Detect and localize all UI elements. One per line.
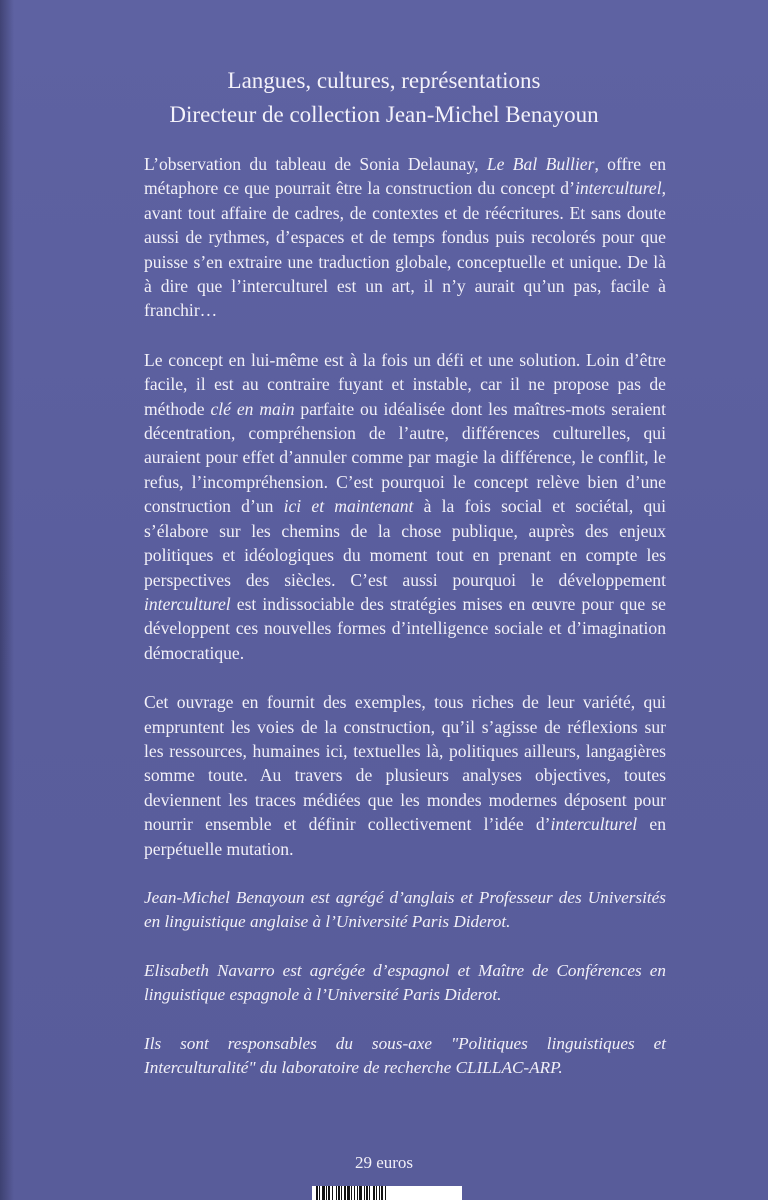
price: 29 euros [354, 1153, 414, 1172]
p2-term-interculturel: interculturel [144, 593, 231, 614]
barcode-bar [332, 1186, 333, 1200]
spine-shadow [0, 0, 14, 1200]
barcode-bar [385, 1186, 386, 1200]
barcode-bar [379, 1186, 380, 1200]
p2-text-e: à la fois social et sociétal, qui s’élabore sur les chemins de la chose publique, auprès des enjeux politiques et idéologiques du moment tout en prenant en compte les perspectives des siècles. C’est aussi pourquoi le développement [144, 496, 666, 590]
barcode-bar [381, 1186, 383, 1200]
p2-term-ici-maintenant: ici et maintenant [283, 496, 414, 517]
barcode-bar [376, 1186, 377, 1200]
p3-text-c: en perpétuelle mutation. [144, 814, 667, 859]
barcode-bar [364, 1186, 365, 1200]
bio-benayoun: Jean-Michel Benayoun est agrégé d’anglais et Professeur des Universités en linguistique anglaise à l’Université Paris Diderot. [144, 887, 666, 932]
author-bios [144, 886, 666, 1080]
barcode-bar [359, 1186, 362, 1200]
p2-text-g: est indissociable des stratégies mises en œuvre pour que se développent ces nouvelles formes d’intelligence sociale et d’imagination démocratique. [144, 593, 666, 663]
barcode-bar [341, 1186, 342, 1200]
barcode-bar [354, 1186, 355, 1200]
barcode-bar [319, 1186, 320, 1200]
p3-term-interculturel: interculturel [550, 814, 638, 835]
p1-text-a: L’observation du tableau de Sonia Delaunay, [144, 154, 487, 174]
barcode [312, 1186, 462, 1200]
p3-text-a: Cet ouvrage en fournit des exemples, tous riches de leur variété, qui empruntent les voies de la construction, qu’il s’agisse de réflexions sur les ressources, humaines ici, textuelles là, politiques ailleurs, langagières somme toute. Au travers de plusieurs analyses objectives, toutes deviennent les traces médiées que les mondes modernes déposent pour nourrir ensemble et définir collectivement l’idée d’ [144, 692, 666, 835]
p1-text-c: , offre en métaphore ce que pourrait être la construction du concept d’ [144, 154, 666, 199]
barcode-bar [357, 1186, 358, 1200]
collection-title: Langues, cultures, représentations [227, 68, 541, 93]
blurb [144, 152, 666, 1104]
paragraph-1 [144, 152, 666, 323]
p1-term-interculturel: interculturel [574, 178, 662, 199]
paragraph-3 [144, 690, 666, 861]
barcode-bar [344, 1186, 346, 1200]
collection-header [0, 64, 768, 132]
barcode-bar [351, 1186, 352, 1200]
p2-text-c: parfaite ou idéalisée dont les maîtres-mots seraient décentration, compréhension de l’autre, différences culturelles, qui auraient pour effet d’annuler comme par magie la différence, le conflit, le refus, l’incompréhension. C’est pourquoi le concept relève bien d’une construction d’un [144, 398, 666, 517]
barcode-bar [369, 1186, 370, 1200]
barcode-bar [373, 1186, 375, 1200]
barcode-bar [328, 1186, 330, 1200]
p2-term-cle-en-main: clé en main [210, 398, 295, 419]
barcode-bar [326, 1186, 327, 1200]
p1-painting-title: Le Bal Bullier [486, 154, 595, 174]
p1-text-e: , avant tout affaire de cadres, de contextes et de réécritures. Et sans doute aussi de rythmes, d’espaces et de temps fondus puis recolorés pour que puisse s’en extraire une traduction globale, conceptuelle et unique. De là à dire que l’interculturel est un art, il n’y aurait qu’un pas, facile à franchir… [144, 178, 666, 321]
barcode-bar [322, 1186, 325, 1200]
barcode-bar [316, 1186, 318, 1200]
bio-responsibilities: Ils sont responsables du sous-axe "Politiques linguistiques et Interculturalité" du laboratoire de recherche CLILLAC-ARP. [144, 1033, 666, 1077]
paragraph-2 [144, 348, 666, 665]
p2-text-a: Le concept en lui-même est à la fois un défi et une solution. Loin d’être facile, il est au contraire fuyant et instable, car il ne propose pas de méthode [144, 349, 666, 419]
barcode-bar [336, 1186, 337, 1200]
bio-navarro: Elisabeth Navarro est agrégée d’espagnol et Maître de Conférences en linguistique espagnole à l’Université Paris Diderot. [144, 960, 666, 1005]
barcode-bar [366, 1186, 368, 1200]
collection-director: Directeur de collection Jean-Michel Benayoun [169, 102, 599, 127]
barcode-bar [347, 1186, 350, 1200]
barcode-bar [338, 1186, 340, 1200]
